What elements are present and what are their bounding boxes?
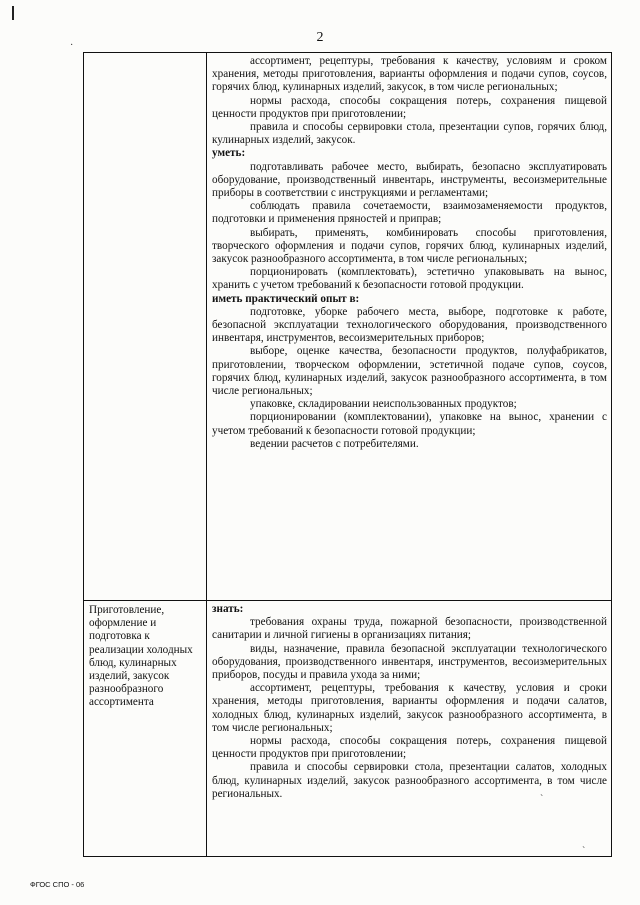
requirement-paragraph: соблюдать правила сочетаемости, взаимозаменяемости продуктов, подготовки и применения пряностей и приправ; xyxy=(212,200,607,226)
page-number: 2 xyxy=(316,30,324,45)
scan-edge-mark xyxy=(12,6,14,20)
module-title-cell xyxy=(84,53,207,601)
requirement-paragraph: правила и способы сервировки стола, презентации салатов, холодных блюд, кулинарных изделий, закусок разнообразного ассортимента, в том числе региональных. xyxy=(212,761,607,800)
competency-table xyxy=(83,52,612,857)
requirement-paragraph: нормы расхода, способы сокращения потерь, сохранения пищевой ценности продуктов при приготовлении; xyxy=(212,735,607,761)
footer-label: ФГОС СПО - 06 xyxy=(30,880,85,889)
table-row xyxy=(84,601,612,857)
requirement-paragraph: требования охраны труда, пожарной безопасности, производственной санитарии и личной гигиены в организациях питания; xyxy=(212,616,607,642)
table-row xyxy=(84,53,612,601)
section-heading: иметь практический опыт в: xyxy=(212,292,360,305)
requirements-cell xyxy=(207,601,612,857)
requirement-paragraph: ассортимент, рецептуры, требования к качеству, условиям и сроком хранения, методы приготовления, варианты оформления и подачи супов, соусов, горячих блюд, кулинарных изделий, закусок, в том числе региональных; xyxy=(212,55,607,94)
requirement-paragraph: порционировании (комплектовании), упаковке на вынос, хранении с учетом требований к безопасности готовой продукции; xyxy=(212,411,607,437)
requirement-paragraph: подготавливать рабочее место, выбирать, безопасно эксплуатировать оборудование, производственный инвентарь, инструменты, весоизмерительные приборы в соответствии с инструкциями и регламентами; xyxy=(212,160,607,200)
scan-speck: ˋ xyxy=(540,794,544,805)
requirement-paragraph: ведении расчетов с потребителями. xyxy=(250,437,419,450)
requirement-paragraph: порционировать (комплектовать), эстетично упаковывать на вынос, хранить с учетом требований к безопасности готовой продукции. xyxy=(212,266,607,292)
section-heading: знать: xyxy=(212,603,244,615)
scan-speck: · xyxy=(70,40,74,51)
requirement-paragraph: виды, назначение, правила безопасной эксплуатации технологического оборудования, производственного инвентаря, инструментов, весоизмерительных приборов, посуды и правила ухода за ними; xyxy=(212,642,607,682)
requirement-paragraph: правила и способы сервировки стола, презентации супов, горячих блюд, кулинарных изделий, закусок. xyxy=(212,121,607,147)
requirement-paragraph: выборе, оценке качества, безопасности продуктов, полуфабрикатов, приготовлении, творческом оформлении, эстетичной подаче супов, соусов, горячих блюд, кулинарных изделий, закусок разнообразного ассортимента, в том числе региональных; xyxy=(212,345,607,398)
requirement-paragraph: ассортимент, рецептуры, требования к качеству, условия и сроки хранения, методы приготовления, варианты оформления и подачи салатов, холодных блюд, кулинарных изделий, закусок разнообразного ассортимента, в том числе региональных; xyxy=(212,682,607,734)
requirement-paragraph: упаковке, складировании неиспользованных продуктов; xyxy=(250,398,517,411)
scan-speck: ˋ xyxy=(582,846,586,857)
requirement-paragraph: подготовке, уборке рабочего места, выборе, подготовке к работе, безопасной эксплуатации технологического оборудования, производственного инвентаря, инструментов, весоизмерительных приборов; xyxy=(212,305,607,345)
section-heading: уметь: xyxy=(212,147,246,160)
requirements-cell xyxy=(207,53,612,601)
module-title-cell: Приготовление, оформление и подготовка к реализации холодных блюд, кулинарных изделий, закусок разнообразного ассортимента xyxy=(84,601,207,857)
requirement-paragraph: выбирать, применять, комбинировать способы приготовления, творческого оформления и подачи супов, горячих блюд, кулинарных изделий, закусок разнообразного ассортимента, в том числе региональных; xyxy=(212,226,607,266)
requirement-paragraph: нормы расхода, способы сокращения потерь, сохранения пищевой ценности продуктов при приготовлении; xyxy=(212,94,607,120)
